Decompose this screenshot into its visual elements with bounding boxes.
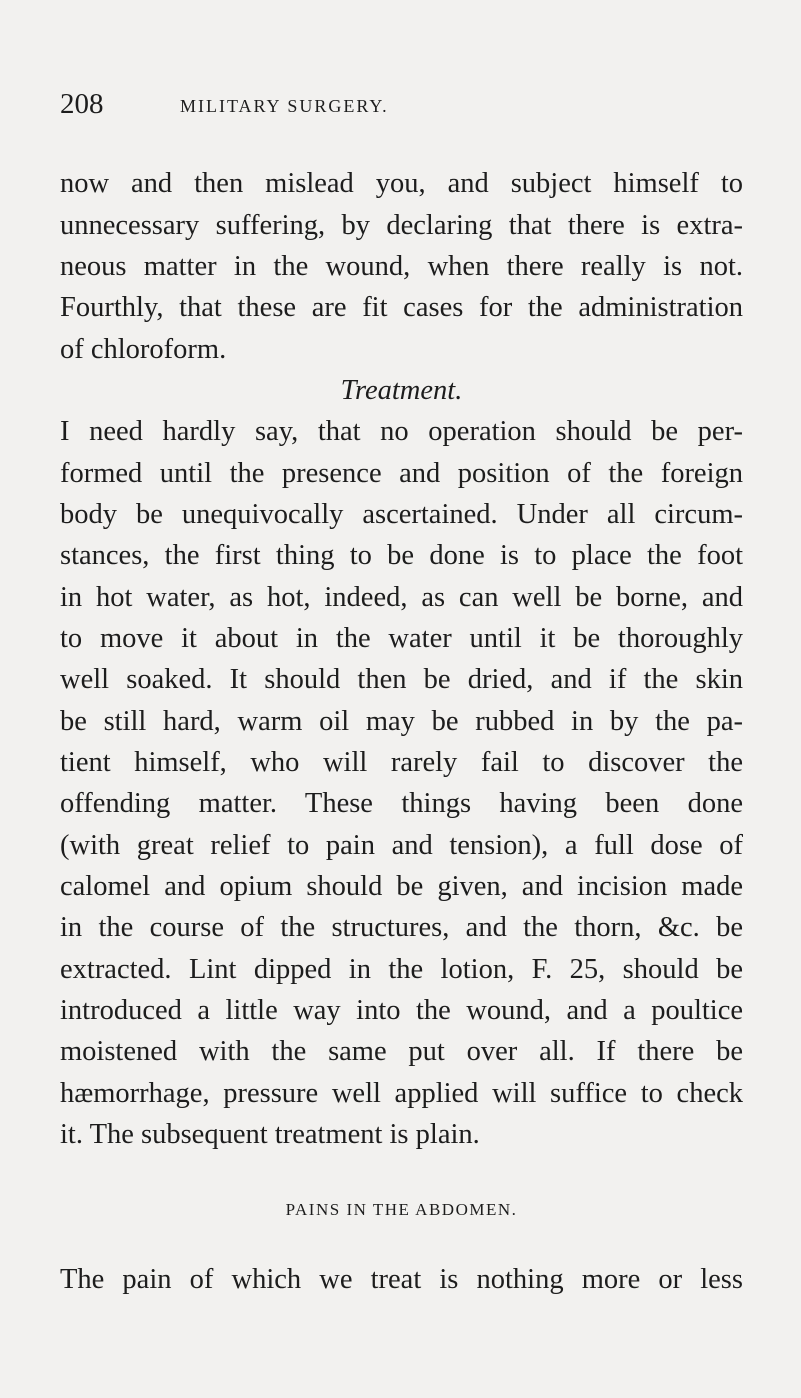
text-line: in the course of the structures, and the thorn, &c. be	[60, 912, 743, 943]
text-line: hæmorrhage, pressure well applied will suffice to check	[60, 1078, 743, 1109]
text-line: stances, the first thing to be done is to place the foot	[60, 540, 743, 571]
text-line: neous matter in the wound, when there really is not.	[60, 251, 743, 282]
text-line: to move it about in the water until it be thoroughly	[60, 623, 743, 654]
text-line: unnecessary suffering, by declaring that there is extra-	[60, 210, 743, 241]
text-line: extracted. Lint dipped in the lotion, F. 25, should be	[60, 954, 743, 985]
text-line: formed until the presence and position of the foreign	[60, 458, 743, 489]
text-line: calomel and opium should be given, and incision made	[60, 871, 743, 902]
text-line: (with great relief to pain and tension), a full dose of	[60, 830, 743, 861]
page-number: 208	[60, 88, 104, 120]
text-line: Fourthly, that these are fit cases for the administration	[60, 292, 743, 323]
text-line: in hot water, as hot, indeed, as can well be borne, and	[60, 582, 743, 613]
text-line: now and then mislead you, and subject himself to	[60, 168, 743, 199]
text-line: be still hard, warm oil may be rubbed in by the pa-	[60, 706, 743, 737]
text-line: it. The subsequent treatment is plain.	[60, 1119, 480, 1150]
page-header	[60, 84, 740, 128]
text-line: I need hardly say, that no operation should be per-	[60, 416, 743, 447]
text-line: offending matter. These things having been done	[60, 788, 743, 819]
text-line: body be unequivocally ascertained. Under all circum-	[60, 499, 743, 530]
text-line: well soaked. It should then be dried, and if the skin	[60, 664, 743, 695]
subheading-treatment: Treatment.	[340, 375, 463, 406]
text-line: introduced a little way into the wound, and a poultice	[60, 995, 743, 1026]
text-line: moistened with the same put over all. If there be	[60, 1036, 743, 1067]
running-head: MILITARY SURGERY.	[180, 96, 389, 116]
text-line: of chloroform.	[60, 334, 227, 365]
section-heading: PAINS IN THE ABDOMEN.	[285, 1200, 518, 1219]
text-line: The pain of which we treat is nothing more or less	[60, 1264, 743, 1295]
text-line: tient himself, who will rarely fail to discover the	[60, 747, 743, 778]
